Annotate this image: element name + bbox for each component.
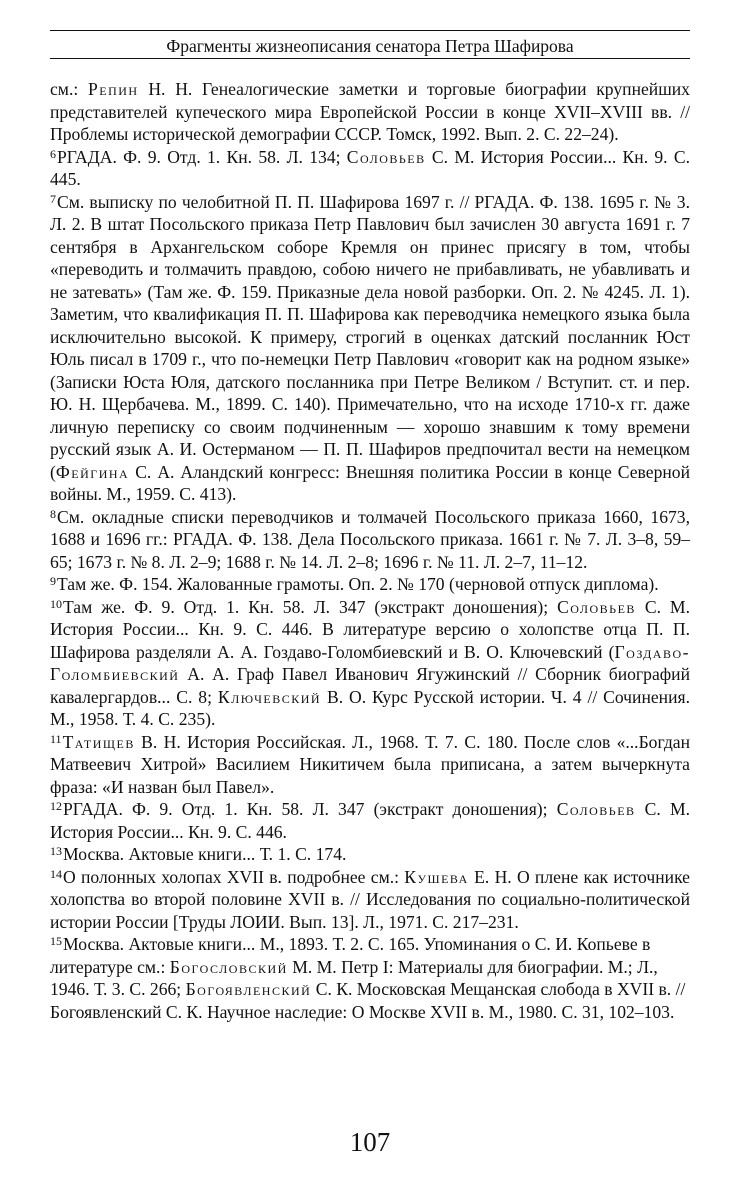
footnotes: [50, 78, 690, 1023]
footnote-number: 13: [50, 844, 62, 858]
author-name: Репин: [87, 79, 139, 99]
footnote-text: С. К. Московская Мещанская слобода в XVII в. // Богоявленский С. К. Научное наследие: О Москве XVII в. М., 1980. С. 31, 102–103.: [50, 979, 686, 1022]
footnote-text: РГАДА. Ф. 9. Отд. 1. Кн. 58. Л. 134;: [57, 146, 347, 167]
footnote-text: О полонных холопах XVII в. подробнее см.:: [63, 866, 405, 887]
footnote: [50, 596, 690, 731]
footnote: [50, 731, 690, 799]
footnote-number: 14: [50, 866, 62, 881]
author-name: Соловьев: [557, 596, 636, 617]
author-name: Соловьев: [556, 799, 636, 819]
footnote: [50, 843, 690, 866]
footnote-text: С. А. Аландский конгресс: Внешняя политика России в конце Северной войны. М., 1959. С. 413).: [50, 461, 690, 504]
footnote-text: Москва. Актовые книги... М., 1893. Т. 2. С. 165. Упоминания о С. И. Копьеве в литературе см.:: [50, 934, 651, 977]
footnote-number: 6: [50, 146, 56, 161]
footnote-number: 12: [50, 799, 62, 813]
footnote-text: Там же. Ф. 9. Отд. 1. Кн. 58. Л. 347 (экстракт доношения);: [63, 596, 558, 617]
author-name: Фейгина: [55, 461, 130, 482]
header-rule-bottom: [50, 58, 690, 59]
running-head: Фрагменты жизнеописания сенатора Петра Шафирова: [166, 36, 574, 56]
author-name: Богоявленский: [185, 979, 312, 999]
footnote-text: А. А. Граф Павел Иванович Ягужинский // Сборник биографий кавалергардов... С. 8;: [50, 664, 690, 707]
footnote-text: РГАДА. Ф. 9. Отд. 1. Кн. 58. Л. 347 (экстракт доношения);: [63, 799, 557, 819]
footnote: [50, 191, 690, 506]
footnote-text: М. М. Петр I: Материалы для биографии. М.; Л., 1946. Т. 3. С. 266;: [50, 956, 658, 999]
author-name: Соловьев: [346, 146, 426, 167]
footnote-number: 9: [50, 574, 56, 588]
footnote: [50, 78, 690, 146]
footnote-text: С. М. История России... Кн. 9. С. 446.: [50, 799, 690, 842]
author-name: Татищев: [62, 731, 135, 752]
author-name: Кушева: [404, 866, 469, 887]
footnote: [50, 866, 690, 934]
footnote-number: 8: [50, 506, 56, 521]
footnote-text: Москва. Актовые книги... Т. 1. С. 174.: [63, 844, 347, 864]
header-rule-top: [50, 30, 690, 31]
footnote-number: 10: [50, 596, 62, 611]
page-number: 107: [349, 1127, 391, 1157]
footnote-text: Е. Н. О плене как источнике холопства во второй половине XVII в. // Исследования по социально-политической истории России [Труды ЛОИИ. Вып. 13]. Л., 1971. С. 217–231.: [50, 866, 690, 932]
footnote-number: 11: [50, 731, 62, 746]
footnote: [50, 798, 690, 843]
author-name: Ключевский: [217, 686, 322, 707]
footnote-text: В. Н. История Российская. Л., 1968. Т. 7. С. 180. После слов «...Богдан Матвеевич Хитрой» Василием Никитичем была приписана, а затем вычеркнута фраза: «И назван был Павел».: [50, 731, 690, 797]
footnote: [50, 933, 690, 1023]
footnote-text: См. выписку по челобитной П. П. Шафирова 1697 г. // РГАДА. Ф. 138. 1695 г. № 3. Л. 2. В штат Посольского приказа Петр Павлович был зачислен 30 августа 1691 г. 7 сентября в Архангельском соборе Кремля он принес присягу в том, чтобы «переводить и толмачить правдою, собою ничего не прибавливать, не убавливать и не затевать» (Там же. Ф. 159. Приказные дела новой разборки. Оп. 2. № 4245. Л. 1). Заметим, что квалификация П. П. Шафирова как переводчика немецкого языка была исключительно высокой. К примеру, строгий в оценках датский посланник Юст Юль писал в 1709 г., что по-немецки Петр Павлович «говорит как на родном языке» (Записки Юста Юля, датского посланника при Петре Великом / Вступит. ст. и пер. Ю. Н. Щербачева. М., 1899. С. 140). Примечательно, что на исходе 1710-х гг. даже личную переписку со своим подчиненным — хорошо знавшим к тому времени русский язык А. И. Остерманом — П. П. Шафиров предпочитал вести на немецком (: [50, 191, 690, 482]
footnote-text: С. М. История России... Кн. 9. С. 446. В литературе версию о холопстве отца П. П. Шафирова разделяли А. А. Гоздаво-Голомбиевский и В. О. Ключевский (: [50, 596, 690, 662]
footnote-text: В. О. Курс Русской истории. Ч. 4 // Сочинения. М., 1958. Т. 4. С. 235).: [50, 686, 690, 729]
author-name: Богословский: [169, 956, 288, 977]
footnote-text: См. окладные списки переводчиков и толмачей Посольского приказа 1660, 1673, 1688 и 1696 гг.: РГАДА. Ф. 138. Дела Посольского приказа. 1661 г. № 7. Л. 3–8, 59–65; 1673 г. № 8. Л. 2–9; 1688 г. № 14. Л. 2–8; 1696 г. № 11. Л. 2–7, 11–12.: [50, 506, 690, 572]
footnote: [50, 506, 690, 574]
footnote-number: 15: [50, 934, 62, 948]
footnote-number: 7: [50, 191, 56, 206]
footnote-text: С. М. История России... Кн. 9. С. 445.: [50, 146, 691, 189]
footnote-text: Н. Н. Генеалогические заметки и торговые биографии крупнейших представителей купеческого мира Европейской России в конце XVII–XVIII вв. // Проблемы исторической демографии СССР. Томск, 1992. Вып. 2. С. 22–24).: [50, 79, 690, 144]
footnote: [50, 146, 690, 191]
footnote-text: Там же. Ф. 154. Жалованные грамоты. Оп. 2. № 170 (черновой отпуск диплома).: [57, 574, 659, 594]
author-name: Гоздаво-Голомбиевский: [50, 641, 690, 684]
footnote: [50, 573, 690, 596]
footnote-text: см.:: [50, 79, 88, 99]
